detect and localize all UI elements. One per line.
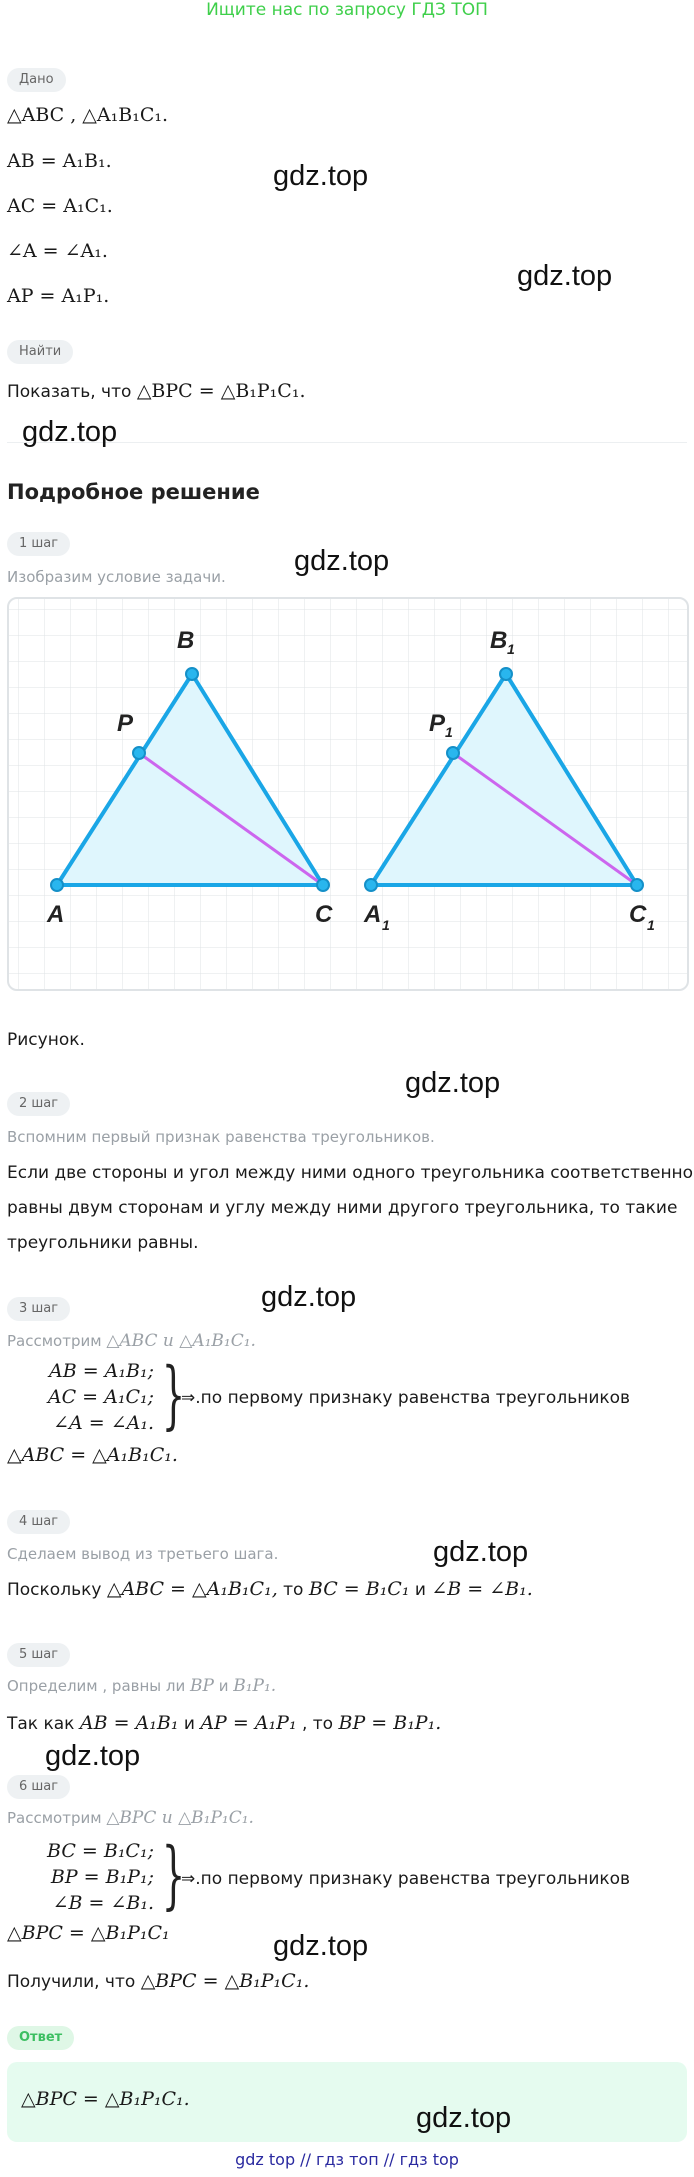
step-3-hint-prefix: Рассмотрим xyxy=(7,1332,107,1350)
step-3-system-line-2: AC = A₁C₁; xyxy=(47,1386,154,1408)
step-4-m2: BC = B₁C₁ xyxy=(308,1578,410,1600)
given-line-2: AB = A₁B₁. xyxy=(7,150,112,172)
step-5-p3: , то xyxy=(296,1714,339,1734)
vertex-b1 xyxy=(500,668,512,680)
step-3-hint-math: △ABC и △A₁B₁C₁. xyxy=(106,1331,256,1351)
step-1-badge: 1 шаг xyxy=(7,532,70,556)
step-2-line-2: равны двум сторонам и углу между ними другого треугольника, то такие xyxy=(7,1198,678,1218)
given-line-1: △ABC , △A₁B₁C₁. xyxy=(7,104,169,126)
step-2-line-1: Если две стороны и угол между ними одного треугольника соответственно xyxy=(7,1163,694,1183)
step-1-caption: Рисунок. xyxy=(7,1030,85,1050)
find-badge: Найти xyxy=(7,340,73,364)
step-6-conclusion xyxy=(7,1970,309,1992)
vertex-p1 xyxy=(447,747,459,759)
given-line-3: AC = A₁C₁. xyxy=(7,195,113,217)
label-c: C xyxy=(315,901,333,928)
label-b: B xyxy=(177,627,195,654)
label-a: A xyxy=(47,901,65,928)
label-p1-sub: 1 xyxy=(445,724,453,740)
label-p1: P xyxy=(429,710,446,737)
step-5-hint-mid: и xyxy=(213,1677,234,1695)
answer-text: △BPC = △B₁P₁C₁. xyxy=(21,2088,190,2110)
step-6-hint-math: △BPC и △B₁P₁C₁. xyxy=(106,1808,254,1828)
figure-triangles xyxy=(7,597,689,991)
step-6-arrow-text: ⇒.по первому признаку равенства треугольников xyxy=(181,1869,631,1889)
grid-background xyxy=(9,599,687,989)
footer-links[interactable]: gdz top // гдз топ // гдз top xyxy=(235,2150,459,2169)
step-6-hint xyxy=(7,1808,254,1828)
label-p: P xyxy=(117,710,134,737)
step-5-hint-prefix: Определим , равны ли xyxy=(7,1677,190,1695)
step-6-hint-prefix: Рассмотрим xyxy=(7,1809,107,1827)
watermark: gdz.top xyxy=(405,1067,501,1099)
step-6-conclusion-math: △BPC = △B₁P₁C₁. xyxy=(140,1970,310,1992)
step-3-system xyxy=(14,1358,154,1436)
step-3-system-line-1: AB = A₁B₁; xyxy=(48,1360,154,1382)
answer-badge: Ответ xyxy=(7,2026,74,2050)
step-2-hint: Вспомним первый признак равенства треугольников. xyxy=(7,1128,435,1146)
label-c1-sub: 1 xyxy=(647,917,655,933)
vertex-a xyxy=(51,879,63,891)
watermark: gdz.top xyxy=(416,2102,512,2134)
step-5-hint-m2: B₁P₁. xyxy=(233,1676,277,1696)
step-5-hint xyxy=(7,1676,276,1696)
given-badge: Дано xyxy=(7,68,66,92)
watermark: gdz.top xyxy=(273,160,369,192)
step-3-hint xyxy=(7,1331,256,1351)
watermark: gdz.top xyxy=(517,260,613,292)
label-a1-sub: 1 xyxy=(382,917,390,933)
answer-box xyxy=(7,2062,687,2142)
label-c1: C xyxy=(629,901,647,928)
step-4-p3: и xyxy=(409,1580,432,1600)
step-6-brace: } xyxy=(161,1832,186,1918)
vertex-p xyxy=(133,747,145,759)
watermark: gdz.top xyxy=(261,1281,357,1313)
vertex-a1 xyxy=(365,879,377,891)
step-4-p2: то xyxy=(277,1580,309,1600)
step-4-m1: △ABC = △A₁B₁C₁, xyxy=(106,1578,278,1600)
watermark: gdz.top xyxy=(294,545,390,577)
find-text-prefix: Показать, что xyxy=(7,382,137,402)
watermark: gdz.top xyxy=(273,1930,369,1962)
step-4-badge: 4 шаг xyxy=(7,1510,70,1534)
step-3-system-line-3: ∠A = ∠A₁. xyxy=(53,1412,154,1434)
find-text xyxy=(7,380,306,402)
step-4-p1: Поскольку xyxy=(7,1580,107,1600)
step-6-result: △BPC = △B₁P₁C₁ xyxy=(7,1922,170,1944)
step-3-brace: } xyxy=(161,1352,186,1438)
step-3-badge: 3 шаг xyxy=(7,1297,70,1321)
step-2-badge: 2 шаг xyxy=(7,1092,70,1116)
step-1-hint: Изобразим условие задачи. xyxy=(7,568,226,586)
step-3-arrow-text: ⇒.по первому признаку равенства треугольников xyxy=(181,1388,631,1408)
step-4-statement xyxy=(7,1578,533,1600)
step-5-m1: AB = A₁B₁ xyxy=(79,1712,179,1734)
triangles-drawing xyxy=(9,599,687,989)
label-b1-sub: 1 xyxy=(507,641,515,657)
watermark: gdz.top xyxy=(433,1536,529,1568)
vertex-c xyxy=(317,879,329,891)
step-6-conclusion-prefix: Получили, что xyxy=(7,1972,141,1992)
step-5-p2: и xyxy=(178,1714,201,1734)
step-4-m3: ∠B = ∠B₁. xyxy=(431,1578,533,1600)
given-line-4: ∠A = ∠A₁. xyxy=(7,240,108,262)
vertex-b xyxy=(186,668,198,680)
solution-title: Подробное решение xyxy=(7,480,260,504)
step-5-m3: BP = B₁P₁. xyxy=(338,1712,442,1734)
step-6-system-line-1: BC = B₁C₁; xyxy=(47,1840,154,1862)
step-3-result: △ABC = △A₁B₁C₁. xyxy=(7,1444,178,1466)
find-text-math: △BPC = △B₁P₁C₁. xyxy=(136,380,306,402)
step-6-system-line-2: BP = B₁P₁; xyxy=(50,1866,154,1888)
step-5-statement xyxy=(7,1712,441,1734)
label-a1: A xyxy=(364,901,382,928)
step-4-hint: Сделаем вывод из третьего шага. xyxy=(7,1545,279,1563)
watermark: gdz.top xyxy=(22,416,118,448)
step-6-badge: 6 шаг xyxy=(7,1775,70,1799)
step-2-line-3: треугольники равны. xyxy=(7,1233,199,1253)
vertex-c1 xyxy=(631,879,643,891)
step-6-system xyxy=(14,1838,154,1916)
step-5-badge: 5 шаг xyxy=(7,1643,70,1667)
top-search-link[interactable]: Ищите нас по запросу ГДЗ ТОП xyxy=(206,0,488,20)
step-5-p1: Так как xyxy=(7,1714,80,1734)
step-5-hint-m1: BP xyxy=(190,1676,214,1696)
step-5-m2: AP = A₁P₁ xyxy=(200,1712,297,1734)
given-line-5: AP = A₁P₁. xyxy=(7,285,110,307)
watermark: gdz.top xyxy=(45,1740,141,1772)
label-b1: B xyxy=(490,627,508,654)
step-6-system-line-3: ∠B = ∠B₁. xyxy=(52,1892,154,1914)
